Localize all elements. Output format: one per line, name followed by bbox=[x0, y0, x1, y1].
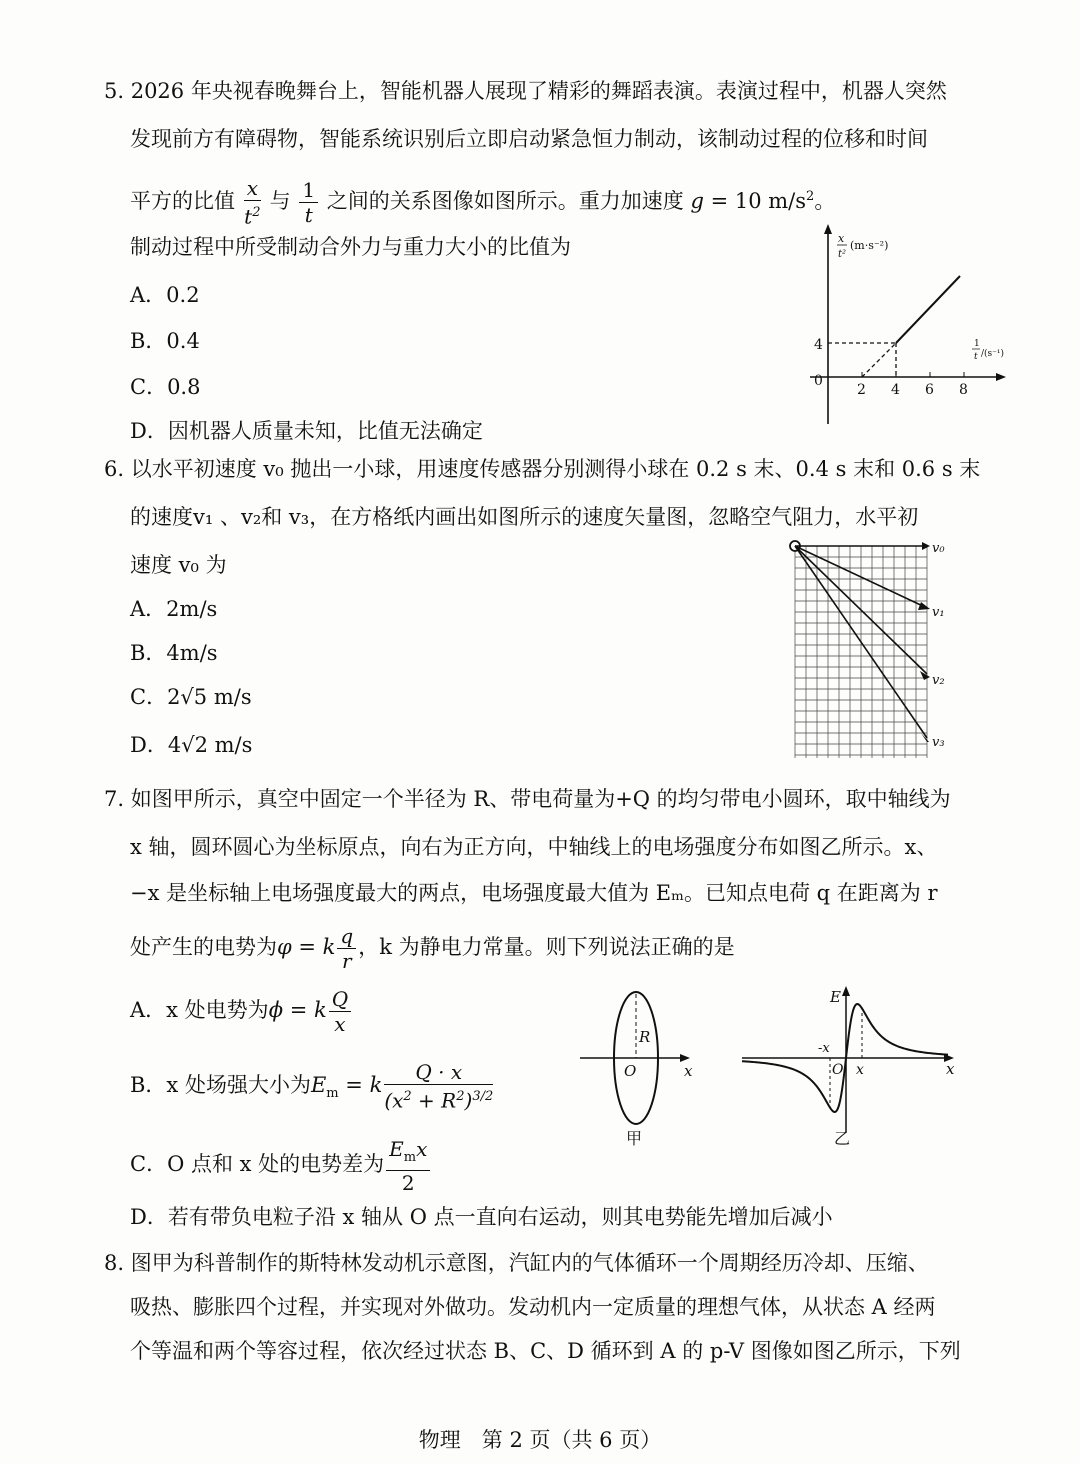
q5-graph bbox=[800, 222, 1020, 428]
q5-graph-origin: 0 bbox=[814, 373, 823, 389]
e-axis-label: E bbox=[830, 988, 841, 1006]
fraction-x-over-t2: $\frac{x}{t^2}$ bbox=[244, 176, 261, 229]
q7-option-d: D．若有带负电粒子沿 x 轴从 O 点一直向右运动，则其电势能先增加后减小 bbox=[130, 1205, 833, 1229]
radius-label: R bbox=[639, 1028, 651, 1046]
q6-vector-grid bbox=[784, 534, 954, 758]
q5-option-d: D．因机器人质量未知，比值无法确定 bbox=[130, 419, 483, 443]
q7-text: 处产生的电势为 bbox=[130, 935, 277, 959]
origin-label: O bbox=[832, 1062, 844, 1078]
q5-line-4: 制动过程中所受制动合外力与重力大小的比值为 bbox=[130, 235, 571, 259]
q7-option-text: A．x 处电势为 bbox=[130, 998, 269, 1022]
q6-line-1: 6. 以水平初速度 v₀ 抛出一小球，用速度传感器分别测得小球在 0.2 s 末、0.4 s 末和 0.6 s 末 bbox=[104, 457, 981, 481]
origin-label: O bbox=[624, 1062, 637, 1080]
q6-line-3: 速度 v₀ 为 bbox=[130, 553, 227, 577]
v2-label: v₂ bbox=[932, 673, 945, 688]
page-footer: 物理 第 2 页（共 6 页） bbox=[418, 1428, 662, 1452]
q6-line-2: 的速度v₁ 、v₂和 v₃，在方格纸内画出如图所示的速度矢量图，忽略空气阻力，水平初 bbox=[130, 505, 919, 529]
v3-label: v₃ bbox=[932, 735, 945, 750]
q7-ring-figure bbox=[580, 990, 700, 1150]
q7-line-3: −x 是坐标轴上电场强度最大的两点，电场强度最大值为 Eₘ。已知点电荷 q 在距离为 r bbox=[130, 881, 938, 905]
v0-label: v₀ bbox=[932, 541, 945, 556]
q5-graph-xtick: 2 bbox=[857, 382, 866, 398]
q8-line-3: 个等温和两个等容过程，依次经过状态 B、C、D 循环到 A 的 p-V 图像如图乙所示，下列 bbox=[130, 1339, 961, 1363]
q5-text: 平方的比值 bbox=[130, 189, 235, 213]
q7-option-b: B．x 处场强大小为$E_m = k$ $\frac{Q \cdot x}{(x^2 + R^2)^{3/2}}$ bbox=[130, 1060, 494, 1113]
q6-option-c: C．2√5 m/s bbox=[130, 685, 252, 709]
x-axis-label: x bbox=[946, 1060, 955, 1078]
q5-graph-xtick: 8 bbox=[959, 382, 968, 398]
q6-option-a: A．2m/s bbox=[130, 597, 218, 621]
q5-text: 之间的关系图像如图所示。重力加速度 bbox=[326, 189, 684, 213]
q7-text: ，k 为静电力常量。则下列说法正确的是 bbox=[358, 935, 735, 959]
q5-text: = 10 m/s bbox=[710, 189, 807, 213]
x-axis-label: x bbox=[684, 1062, 693, 1080]
q5-graph-ytick: 4 bbox=[814, 337, 823, 353]
q5-graph-xtick: 6 bbox=[925, 382, 934, 398]
q7-field-graph bbox=[738, 982, 968, 1148]
q5-line-1: 5. 2026 年央视春晚舞台上，智能机器人展现了精彩的舞蹈表演。表演过程中，机器人突然 bbox=[104, 79, 947, 103]
q8-line-1: 8. 图甲为科普制作的斯特林发动机示意图，汽缸内的气体循环一个周期经历冷却、压缩、 bbox=[104, 1251, 929, 1275]
x-tick-label: x bbox=[856, 1062, 864, 1078]
svg-text:t: t bbox=[974, 352, 978, 362]
q7-option-c: C．O 点和 x 处的电势差为 $\frac{E_mx}{2}$ bbox=[130, 1136, 432, 1195]
q5-line-3: 平方的比值 $\frac{x}{t^2}$ 与 $\frac{1}{t}$ 之间的关系图像如图所示。重力加速度 g = 10 $m/s^2$。 bbox=[130, 176, 836, 229]
q5-option-b: B．0.4 bbox=[130, 329, 200, 353]
svg-text:x: x bbox=[838, 232, 845, 245]
q7-option-a: A．x 处电势为ϕ = k $\frac{Q}{x}$ bbox=[130, 980, 353, 1040]
q5-line-2: 发现前方有障碍物，智能系统识别后立即启动紧急恒力制动，该制动过程的位移和时间 bbox=[130, 127, 928, 151]
q5-graph-ylabel: (m·s⁻²) bbox=[850, 239, 889, 252]
q6-option-b: B．4m/s bbox=[130, 641, 218, 665]
q7-line-4: 处产生的电势为φ = k $\frac{q}{r}$ ，k 为静电力常量。则下列说法正确的是 bbox=[130, 924, 735, 973]
q7-line-1: 7. 如图甲所示，真空中固定一个半径为 R、带电荷量为+Q 的均匀带电小圆环，取中轴线为 bbox=[104, 787, 951, 811]
svg-text:1: 1 bbox=[974, 339, 980, 349]
q7-line-2: x 轴，圆环圆心为坐标原点，向右为正方向，中轴线上的电场强度分布如图乙所示。x、 bbox=[130, 835, 938, 859]
q5-option-c: C．0.8 bbox=[130, 375, 201, 399]
q7-option-text: C．O 点和 x 处的电势差为 bbox=[130, 1152, 385, 1176]
q5-graph-xtick: 4 bbox=[891, 382, 900, 398]
svg-text:t²: t² bbox=[838, 249, 847, 260]
neg-x-label: -x bbox=[818, 1041, 830, 1056]
q5-text: 与 bbox=[269, 189, 291, 213]
q5-option-a: A．0.2 bbox=[130, 283, 200, 307]
figure-caption: 乙 bbox=[834, 1129, 851, 1148]
q5-text: 。 bbox=[814, 189, 836, 213]
q8-line-2: 吸热、膨胀四个过程，并实现对外做功。发动机内一定质量的理想气体，从状态 A 经两 bbox=[130, 1295, 936, 1319]
figure-caption: 甲 bbox=[626, 1129, 643, 1148]
q5-graph-xlabel: /(s⁻¹) bbox=[981, 349, 1005, 359]
v1-label: v₁ bbox=[932, 605, 945, 620]
fraction-1-over-t: $\frac{1}{t}$ bbox=[299, 178, 318, 227]
q7-option-text: B．x 处场强大小为 bbox=[130, 1073, 311, 1097]
q6-option-d: D．4√2 m/s bbox=[130, 733, 253, 757]
